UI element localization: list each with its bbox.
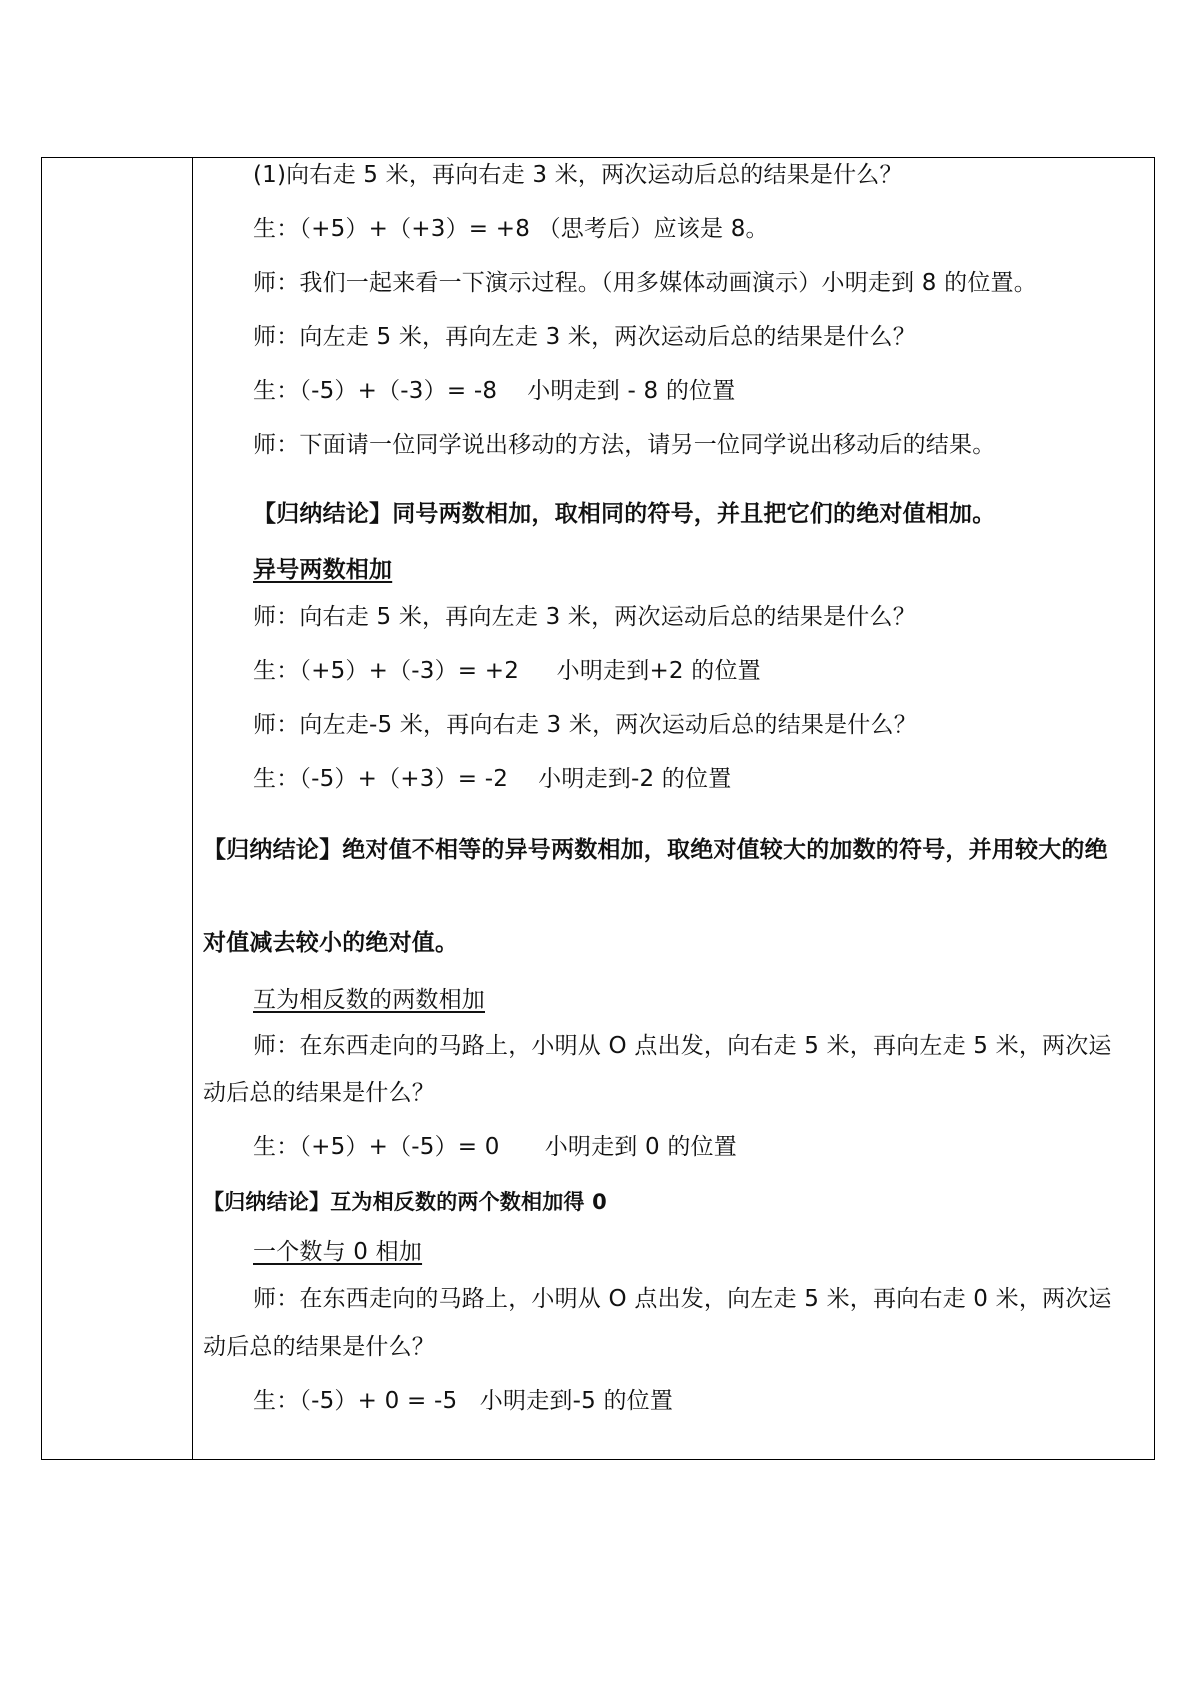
text-line: 生：（-5）+（-3）= -8 小明走到 - 8 的位置 bbox=[253, 378, 736, 404]
section-heading: 互为相反数的两数相加 bbox=[253, 987, 485, 1013]
text-line: 师：向右走 5 米，再向左走 3 米，两次运动后总的结果是什么？ bbox=[253, 604, 916, 630]
text-line: 动后总的结果是什么？ bbox=[203, 1334, 435, 1360]
text-line: 生：（+5）+（-5）= 0 小明走到 0 的位置 bbox=[253, 1134, 737, 1160]
section-heading: 一个数与 0 相加 bbox=[253, 1239, 423, 1265]
text-line: 师：在东西走向的马路上，小明从 O 点出发，向左走 5 米，再向右走 0 米，两次运 bbox=[253, 1286, 1112, 1312]
conclusion-text: 【归纳结论】绝对值不相等的异号两数相加，取绝对值较大的加数的符号，并用较大的绝 bbox=[203, 837, 1108, 863]
text-line: 师：下面请一位同学说出移动的方法，请另一位同学说出移动后的结果。 bbox=[253, 432, 996, 458]
text-line: (1)向右走 5 米，再向右走 3 米，两次运动后总的结果是什么？ bbox=[253, 162, 903, 188]
text-line: 师：向左走 5 米，再向左走 3 米，两次运动后总的结果是什么？ bbox=[253, 324, 916, 350]
text-line: 师：向左走-5 米，再向右走 3 米，两次运动后总的结果是什么？ bbox=[253, 712, 917, 738]
text-line: 师：我们一起来看一下演示过程。（用多媒体动画演示）小明走到 8 的位置。 bbox=[253, 270, 1037, 296]
text-line: 生：（+5）+（+3）= +8 （思考后）应该是 8。 bbox=[253, 216, 769, 242]
lesson-table bbox=[41, 157, 1155, 1460]
conclusion-text: 【归纳结论】互为相反数的两个数相加得 0 bbox=[203, 1190, 607, 1214]
conclusion-text: 【归纳结论】同号两数相加，取相同的符号，并且把它们的绝对值相加。 bbox=[253, 501, 996, 527]
section-heading: 异号两数相加 bbox=[253, 557, 393, 583]
text-line: 师：在东西走向的马路上，小明从 O 点出发，向右走 5 米，再向左走 5 米，两次运 bbox=[253, 1033, 1112, 1059]
conclusion-text: 对值减去较小的绝对值。 bbox=[203, 930, 459, 956]
text-line: 生：（-5）+ 0 = -5 小明走到-5 的位置 bbox=[253, 1388, 674, 1414]
text-line: 生：（+5）+（-3）= +2 小明走到+2 的位置 bbox=[253, 658, 761, 684]
column-divider bbox=[192, 158, 193, 1459]
text-line: 动后总的结果是什么？ bbox=[203, 1080, 435, 1106]
text-line: 生：（-5）+（+3）= -2 小明走到-2 的位置 bbox=[253, 766, 732, 792]
